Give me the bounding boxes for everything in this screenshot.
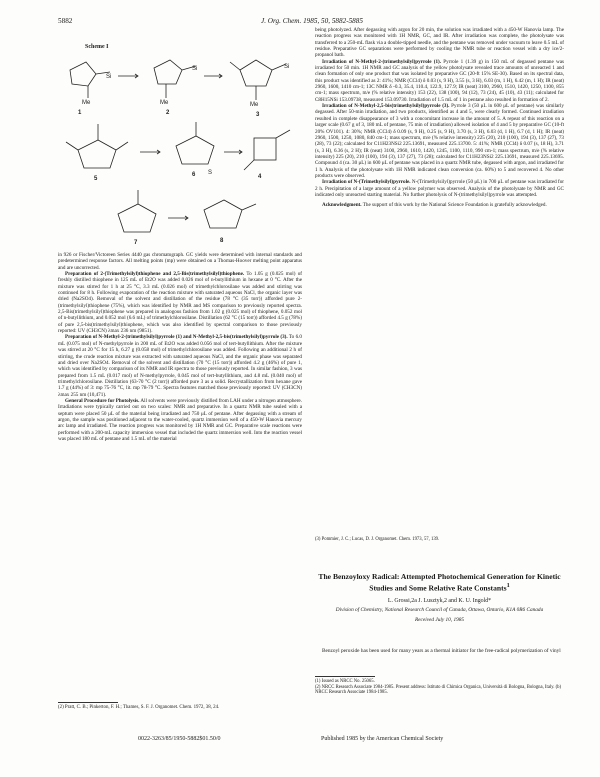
right-footnote: (3) Pommier, J. C.; Lucas, D. J. Organomet. Chem. 1973, 57, 139.: [315, 537, 440, 542]
article-title: The Benzoyloxy Radical: Attempted Photochemical Generation for Kinetic Studies and Some Relative Rate Constants$^1$: [318, 572, 561, 593]
scheme-diagram: [58, 38, 304, 250]
scheme-label-si: Si: [284, 64, 290, 70]
scheme-label-s: S: [208, 170, 213, 176]
irr1-heading: Irradiation of N-Methyl-2-(trimethylsilyl)pyrrole (1).: [322, 58, 442, 65]
scheme-label-si: Si: [106, 74, 112, 80]
left-footnote: (2) Pratt, C. B.; Pinkerton, F. H.; Thames, S. F. J. Organomet. Chem. 1972, 38, 24.: [58, 705, 220, 710]
compound-2-structure: [154, 60, 196, 98]
footer-publisher: Published 1985 by the American Chemical Society: [321, 736, 444, 742]
prep1-paragraph: [58, 271, 302, 334]
compound-number-8: 8: [220, 238, 224, 244]
prep1-heading: Preparation of 2-(Trimethylsilyl)thiophene and 2,5-Bis(trimethylsilyl)thiophene.: [65, 271, 245, 278]
journal-citation: J. Org. Chem. 1985, 50, 5882-5885: [261, 17, 363, 25]
compound-number-3: 3: [256, 112, 260, 118]
page-number: 5882: [58, 17, 73, 25]
irr2-tail: Compound 4 (ca. 30 μL) in 600 μL of pentane was placed in a quartz NMR tube, degassed with argon, and irradiated for 1 h. Analysis of the photolysate with 1H NMR indicated clean conversion (ca. 60%) to 5 and recovered 4. No other products were observed.: [315, 160, 564, 179]
article-received-date: Received July 10, 1985: [414, 617, 465, 624]
right-column: [315, 27, 564, 209]
intro-paragraph: in 926 or Fischer/Victoreen Series 4440 gas chromatograph. GC yields were determined with internal standards and predetermined response factors. All melting points (mp) were obtained on a Thomas-Hoover melting point apparatus and are uncorrected.: [58, 252, 302, 271]
irr3-heading: Irradiation of N-(Trimethylsilyl)pyrrole.: [322, 179, 411, 186]
procedure-body: All solvents were previously distilled from LAH under a nitrogen atmosphere. Irradiations were typically carried out on two scales: NMR and preparative. In a quartz NMR tube sealed with a septum were placed 50 μL of the material being irradiated and 750 μL of pentane. After degassing with a stream of argon, the sample was positioned adjacent to the water-cooled, quartz immersion well of a 450-W Hanovia mercury arc lamp and irradiated. The reaction progress was monitored by 1H NMR and GC. Preparative scale reactions were performed with a 200-mL capacity immersion vessel that included the quartz immersion well. Into the reaction vessel was placed 180 mL of pentane and 1.5 mL of the material: [58, 397, 302, 442]
article-footnote-divider: [315, 676, 375, 677]
scheme-label-si: Si: [192, 66, 198, 72]
compound-number-2: 2: [166, 110, 170, 116]
scheme-label-me: Me: [160, 100, 169, 106]
compound-number-4: 4: [258, 174, 262, 180]
footer-code: 0022-3263/85/1950-5882$01.50/0: [138, 736, 221, 742]
procedure-paragraph: [58, 398, 302, 442]
acknowledgment-paragraph: [315, 202, 564, 208]
acknowledgment-body: The support of this work by the National Science Foundation is gratefully acknowledged.: [362, 202, 547, 209]
prep1-body: To 1.05 g (0.025 mol) of freshly distilled thiophene in 125 mL of Et2O was added 0.026 mol of n-butyllithium in hexane at 0 °C. After the mixture was stirred for 1 h at 25 °C, 3.3 mL (0.026 mol) of trimethylchlorosilane was added and stirring was continued for 8 h. Following evaporation of the reaction mixture with saturated aqueous NaCl, the organic layer was dried (Na2SO4). Removal of the solvent and distillation of the residue (78 °C (35 torr)) afforded pure 2-(trimethylsilyl)thiophene (75%), which was identified by NMR and MS comparison to previously reported spectra. 2,5-Bis(trimethylsilyl)thiophene was prepared in analogous fashion from 1.02 g (0.025 mol) of thiophene, 0.052 mol of n-butyllithium, and 0.052 mol (6.6 mL) of trimethylchlorosilane. Distillation (62 °C (15 torr)) afforded 4.5 g (78%) of pure 2,5-bis(trimethylsilyl)thiophene, which was also identified by spectral comparison to those previously reported: UV (CH3CN) λmax 236 nm (9851).: [58, 271, 302, 335]
compound-number-5: 5: [94, 176, 98, 182]
irr3-body: N-(Trimethylsilyl)pyrrole (50 μL) in 700 μL of pentane was irradiated for 2 h. Precipitation of a large amount of a yellow polymer was observed. Analysis of the photolysate by NMR and GC indicated only unreacted starting material. No further photolysis of N-(trimethylsilyl)pyrrole was attempted.: [315, 179, 564, 198]
right-p1: being photolyzed. After degassing with argon for 20 min, the solution was irradiated with a 450-W Hanovia lamp. The reaction progress was monitored with 1H NMR, GC, and IR. After irradiation was complete, the photolysate was transferred to a 250-mL flask via a double-tipped needle, and the pentane was removed under vacuum to leave 0.5 mL of residue. Preparative GC separations were performed by cooling the NMR tube or reaction vessel with a dry ice/2-propanol bath.: [315, 27, 564, 59]
left-column: [58, 252, 302, 442]
scheme-label-me: Me: [250, 102, 259, 108]
irr1-paragraph: [315, 59, 564, 103]
compound-number-6: 6: [192, 172, 196, 178]
article-footnote-1: (1) Issued as NRCC No. 25065.: [315, 679, 375, 684]
article-title-mark: 1: [506, 582, 510, 590]
compound-3-structure: [230, 60, 286, 100]
scheme-label-me: Me: [82, 100, 91, 106]
article-affiliation: Division of Chemistry, National Research Council of Canada, Ottawa, Ontario, K1A 0R6 Canada: [335, 606, 544, 613]
irr1-body: Pyrrole 1 (1.39 g) in 150 mL of degassed pentane was irradiated for 50 min. 1H NMR and GC analysis of the yellow photolysate revealed trace amounts of unreacted 1 and clean formation of only one product that was isolated by preparative GC (20-ft 15% SE-30). Based on its spectral data, this product was identified as 2: 41%; NMR (CCl4) δ 0.03 (s, 9 H), 3.55 (s, 3 H), 6.03 (m, 1 H), 6.42 (m, 1 H); IR (neat) 2960, 1600, 1410 cm-1; 13C NMR δ -0.3, 35.4, 110.4, 122.9, 127.9; IR (neat) 3100, 2960, 1510, 1420, 1250, 1100, 855 cm-1; mass spectrum, m/e (% relative intensity) 153 (22), 138 (100), 94 (12), 73 (24), 45 (10), 43 (11); calculated for C8H15NSi 153.09738, measured 153.09730. Irradiation of 1.5 mL of 1 in pentane also resulted in formation of 2.: [315, 58, 564, 103]
prep2-heading: Preparation of N-Methyl-2-(trimethylsilyl)pyrrole (1) and N-Methyl-2,5-bis(trimethylsilyl)pyrrole (3).: [65, 334, 288, 341]
prep2-paragraph: [58, 334, 302, 397]
compound-number-7: 7: [134, 240, 138, 246]
compound-8-structure: [204, 200, 256, 228]
irr2-heading: Irradiation of N-Methyl-2,5-bis(trimethylsilyl)pyrrole (3).: [322, 103, 450, 110]
irr2-paragraph: [315, 103, 564, 179]
compound-1-structure: [70, 62, 110, 98]
compound-number-1: 1: [78, 110, 82, 116]
irr2-body: Pyrrole 3 (50 μL in 600 μL of pentane) was similarly degassed. After 50-min irradiation, and two products, identified as 4 and 5, were clearly formed. Continued irradiation resulted in complete disappearance of 3 with a concomitant increase in the amount of 5. A repeat of this reaction on a larger scale (0.67 g of 3, 180 mL of pentane, 75 min of irradiation) allowed isolation of 4 and 5 by preparative GC (10-ft 20% OV101). 4: 30%; NMR (CCl4) δ 0.09 (s, 9 H), 0.25 (s, 9 H), 3.70 (s, 3 H), 6.03 (d, 1 H), 6.7 (d, 1 H); IR (neat) 2960, 1500, 1250, 1080, 840 cm-1; mass spectrum, m/e (% relative intensity) 225 (20), 210 (100), 194 (3), 137 (27), 73 (28), 73 (22); calculated for C11H23NSi2 225.13691, measured 225.13700. 5: 41%; NMR (CCl4) δ 0.07 (s, 18 H), 3.71 (s, 3 H), 6.36 (s, 2 H); IR (neat) 3100, 2960, 1610, 1420, 1245, 1100, 1110, 990 cm-1; mass spectrum, m/e (% relative intensity) 225 (20), 210 (100), 194 (3), 137 (27), 73 (28); calculated for C11H23NSi2 225.13691, measured 225.13695.: [315, 103, 564, 160]
procedure-heading: General Procedure for Photolysis.: [65, 397, 140, 404]
article-footnotes: [315, 679, 564, 696]
prep2-body: To 6.0 mL (0.075 mol) of N-methylpyrrole in 200 mL of Et2O was added 0.056 mol of tert-butyllithium. After the mixture was stirred at 20 °C for 15 h, 6.27 g (0.058 mol) of trimethylchlorosilane was added. Following an additional 2 h of stirring, the crude reaction mixture was extracted with saturated aqueous NaCl, and the organic phase was separated and dried over Na2SO4. Removal of the solvent and distillation (70 °C (15 torr)) afforded 4.2 g (46%) of pure 1, which was identified by comparison of its NMR and IR spectra to those previously reported. In similar fashion, 3 was prepared from 1.5 mL (0.017 mol) of N-methylpyrrole, 0.045 mol of tert-butyllithium, and 4.8 mL (0.040 mol) of trimethylchlorosilane. Distillation (63-70 °C (2 torr)) afforded pure 3 as a solid. Recrystallization from hexane gave 1.7 g (44%) of 3: mp 75-76 °C, lit. mp 78-79 °C. Spectra features matched those previously reported: UV (CH3CN) λmax 255 nm (10,471).: [58, 334, 302, 398]
footnote-divider: [58, 702, 118, 703]
article-authors: L. Grossi,2a J. Lusztyk,2 and K. U. Ingold*: [387, 597, 492, 604]
article-body: Benzoyl peroxide has been used for many years as a thermal initiator for the free-radical polymerization of vinyl: [322, 648, 561, 654]
article-footnote-2: (2) NRCC Research Associate 1984-1985. Present address: Istituto di Chimica Organica, Università di Bologna, Bologna, Italy. (b) NRCC Research Associate 1984-1985.: [315, 684, 562, 696]
scheme-title: Scheme I: [85, 44, 109, 50]
compound-5-structure: [66, 124, 128, 168]
acknowledgment-heading: Acknowledgment.: [322, 202, 362, 209]
compound-4-structure: [244, 130, 290, 170]
compound-7-structure: [118, 190, 156, 232]
irr3-paragraph: [315, 179, 564, 198]
compound-6-structure: [176, 122, 214, 164]
article-header: [315, 572, 564, 623]
